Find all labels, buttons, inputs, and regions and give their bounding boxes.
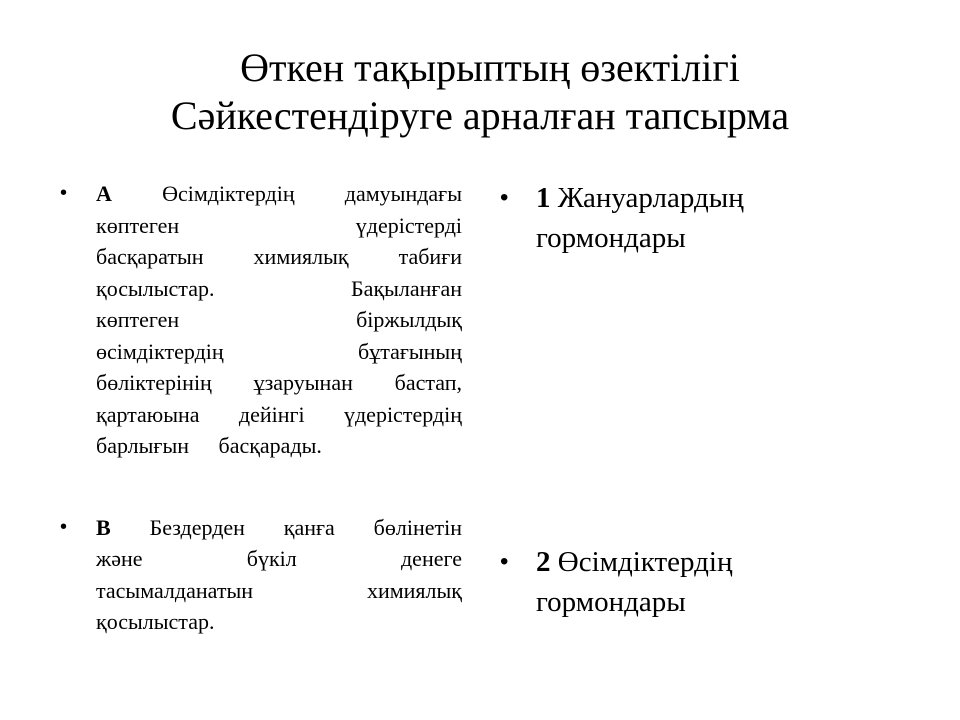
list-item-2	[500, 542, 800, 622]
item-a-line	[96, 430, 462, 462]
slide-title	[0, 44, 960, 140]
list-item-1	[500, 178, 800, 258]
item-a-line: бөліктерінің ұзаруынан бастап,	[96, 370, 462, 395]
item-2-line-2: гормондары	[536, 586, 686, 618]
bullet-icon: •	[500, 548, 509, 575]
item-1-line-2: гормондары	[536, 222, 686, 254]
title-line-2: Сәйкестендіруге арналған тапсырма	[170, 93, 790, 138]
item-a-line: өсімдіктердің бұтағының	[96, 338, 462, 364]
item-b-letter: B	[96, 514, 111, 540]
bullet-icon: •	[500, 184, 509, 211]
item-1-number: 1	[536, 182, 551, 214]
left-column	[60, 178, 462, 638]
item-b-line: және бүкіл денеге	[96, 546, 462, 571]
title-line-1: Өткен тақырыптың өзектілігі	[240, 45, 740, 90]
item-a-line-text: барлығын басқарады.	[96, 433, 322, 458]
item-1-text	[536, 178, 800, 258]
item-a-line-text: Өсімдіктердің дамуындағы	[162, 181, 462, 206]
item-b-line-text: Бездерден қанға бөлінетін	[149, 514, 462, 540]
bullet-icon: •	[60, 515, 68, 538]
list-item-b	[60, 512, 462, 638]
bullet-icon: •	[60, 182, 68, 204]
item-a-line: көптеген үдерістерді	[96, 212, 462, 238]
item-b-line: қосылыстар.	[96, 609, 215, 634]
item-2-text	[536, 542, 800, 622]
item-a-letter: A	[96, 181, 112, 206]
right-column	[500, 178, 800, 622]
item-a-line	[96, 178, 462, 210]
item-2-number: 2	[536, 546, 551, 578]
item-1-line-1: Жануарлардың	[557, 182, 744, 214]
item-b-line	[96, 512, 462, 544]
list-item-a	[60, 178, 462, 462]
item-b-text	[96, 512, 462, 638]
item-a-line: көптеген біржылдық	[96, 307, 462, 332]
item-a-line: қартаюына дейінгі үдерістердің	[96, 401, 462, 427]
item-a-line: қосылыстар. Бақыланған	[96, 275, 462, 301]
item-a-text	[96, 178, 462, 462]
item-b-line: тасымалданатын химиялық	[96, 577, 462, 603]
item-a-line: басқаратын химиялық табиғи	[96, 244, 462, 269]
item-2-line-1: Өсімдіктердің	[557, 546, 733, 578]
